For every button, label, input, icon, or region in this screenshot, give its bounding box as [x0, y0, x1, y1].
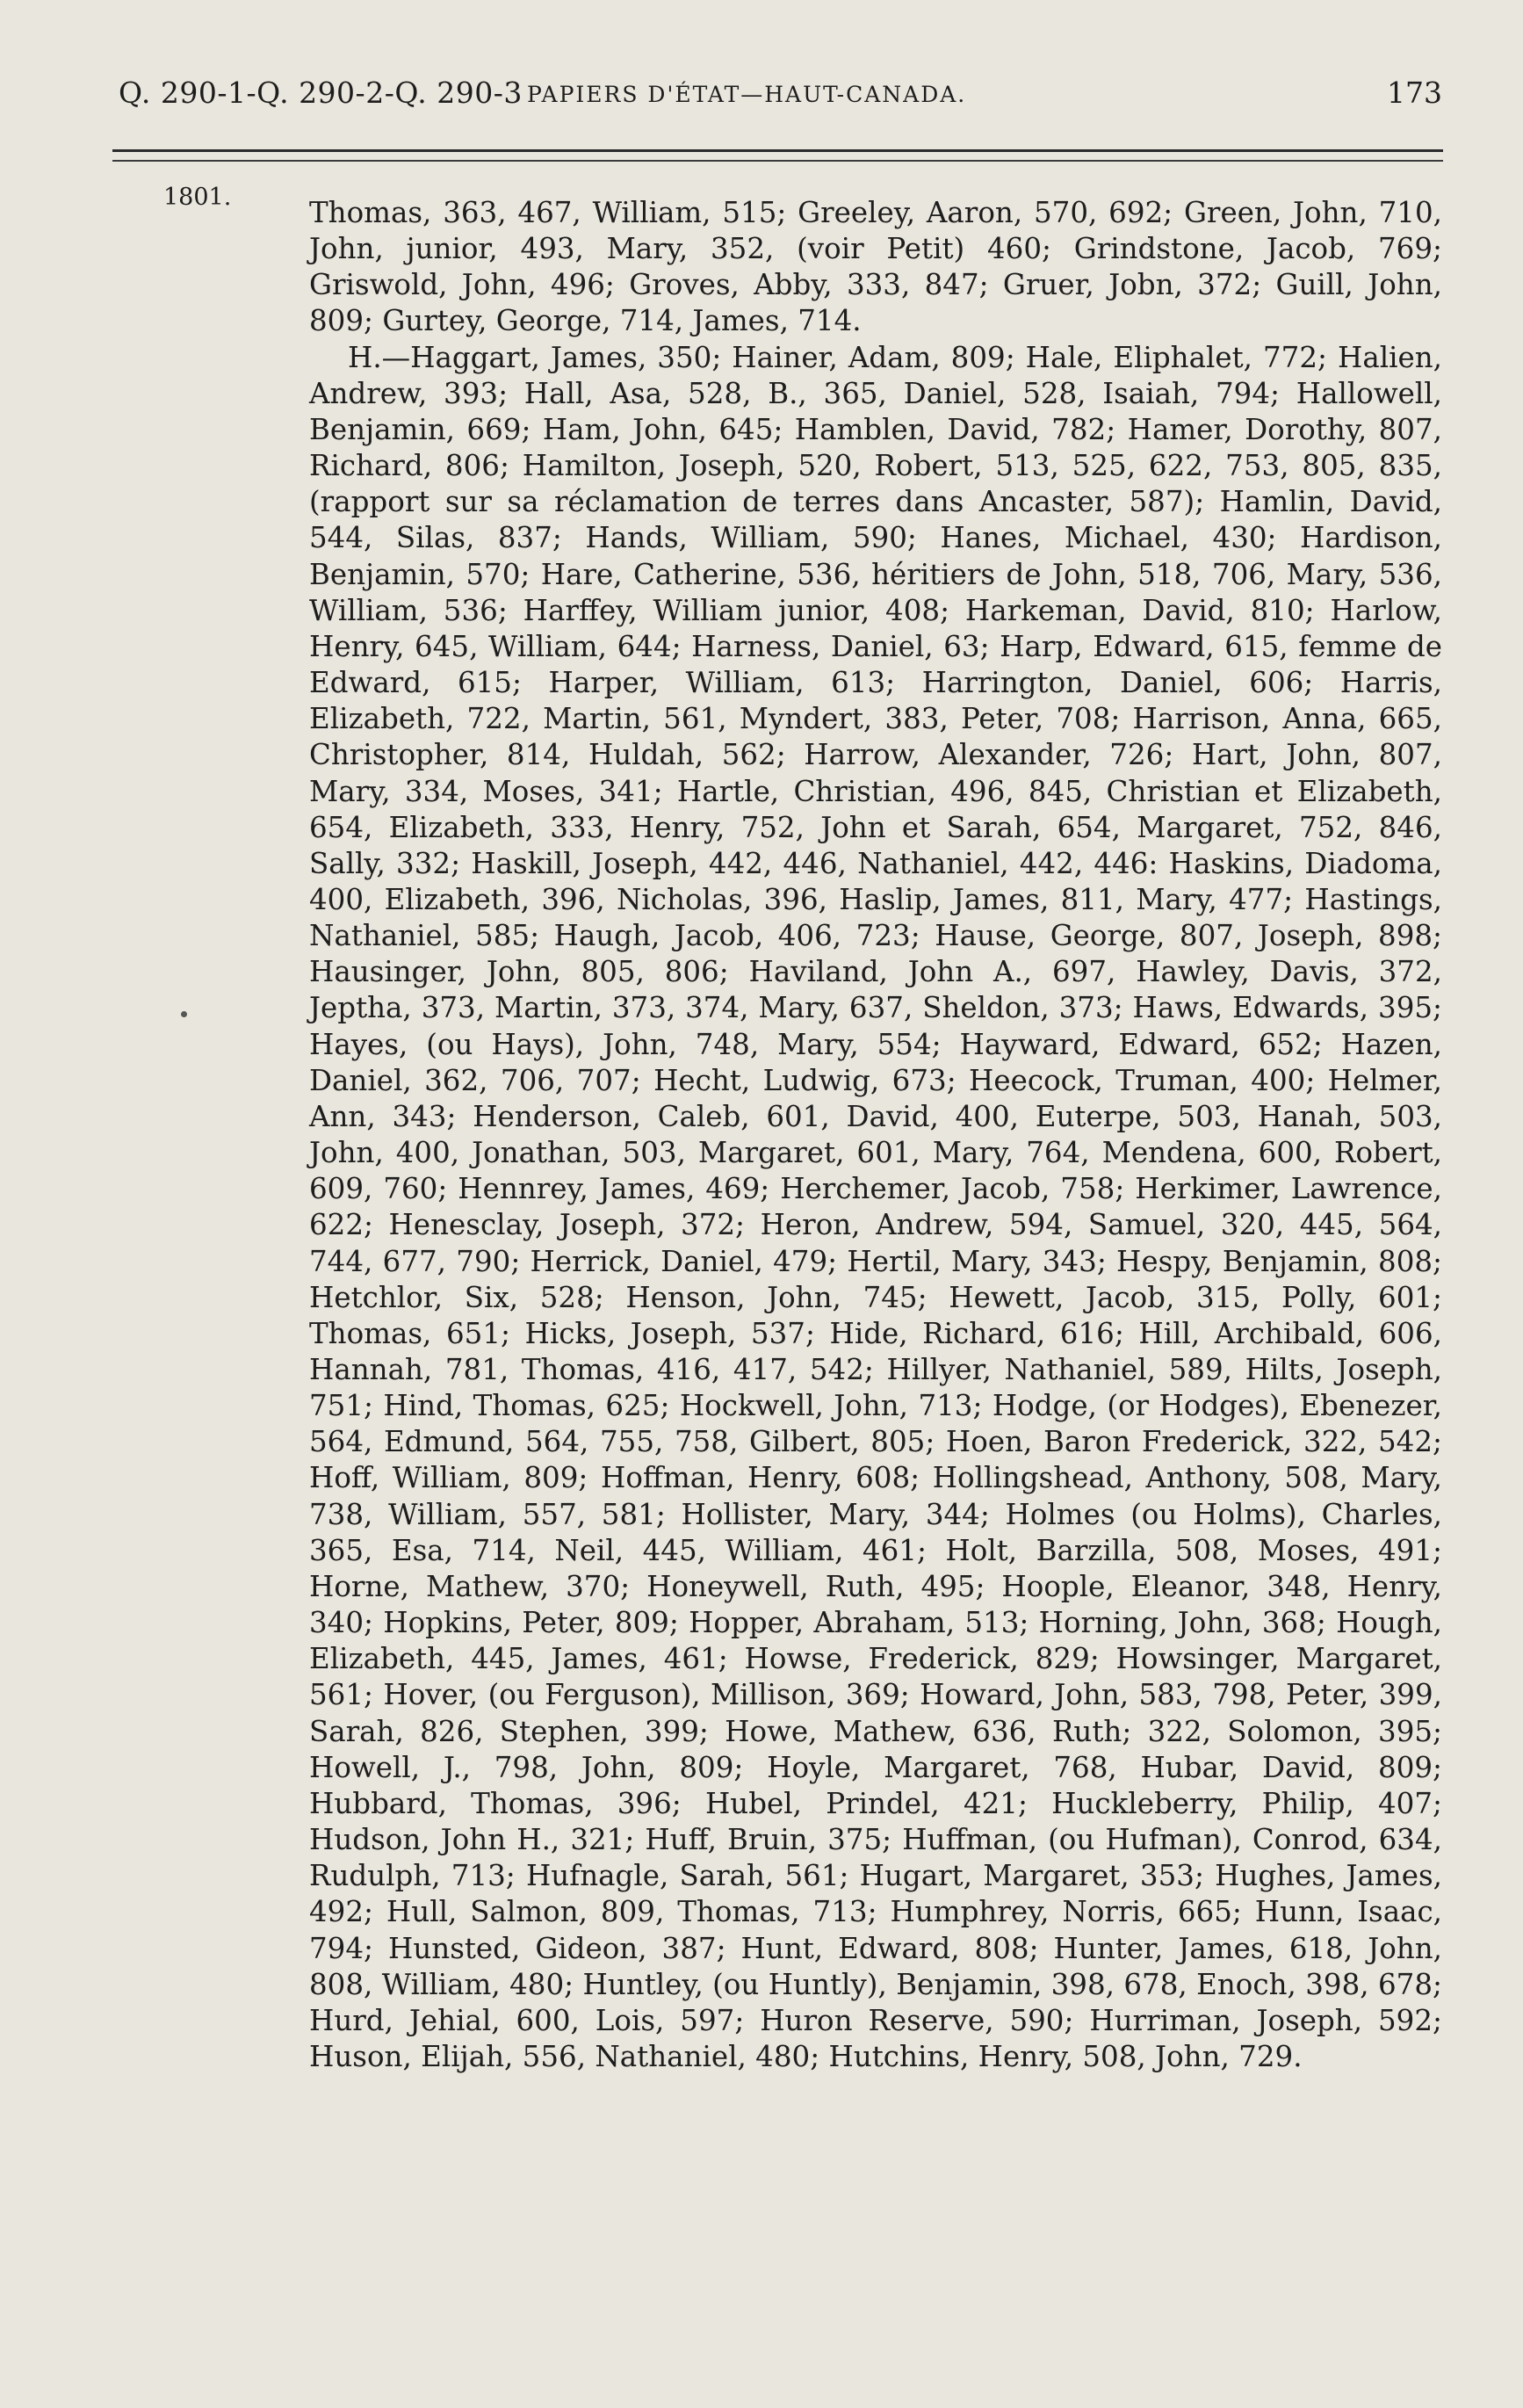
volume-reference: Q. 290-1-Q. 290-2-Q. 290-3	[119, 76, 523, 110]
header-rule-bottom	[112, 160, 1443, 162]
index-body	[309, 195, 1442, 2075]
page-number: 173	[1387, 76, 1442, 110]
index-paragraph-h: H.—Haggart, James, 350; Hainer, Adam, 809; Hale, Eliphalet, 772; Halien, Andrew, 393; Hall, Asa, 528, B., 365, Daniel, 528, Isaiah, 794; Hallowell, Benjamin, 669; Ham, John, 645; Hamblen, David, 782; Hamer, Dorothy, 807, Richard, 806; Hamilton, Joseph, 520, Robert, 513, 525, 622, 753, 805, 835, (rapport sur sa réclamation de terres dans Ancaster, 587); Hamlin, David, 544, Silas, 837; Hands, William, 590; Hanes, Michael, 430; Hardison, Benjamin, 570; Hare, Catherine, 536, héritiers de John, 518, 706, Mary, 536, William, 536; Harffey, William junior, 408; Harkeman, David, 810; Harlow, Henry, 645, William, 644; Harness, Daniel, 63; Harp, Edward, 615, femme de Edward, 615; Harper, William, 613; Harrington, Daniel, 606; Harris, Elizabeth, 722, Martin, 561, Myndert, 383, Peter, 708; Harrison, Anna, 665, Christopher, 814, Huldah, 562; Harrow, Alexander, 726; Hart, John, 807, Mary, 334, Moses, 341; Hartle, Christian, 496, 845, Christian et Elizabeth, 654, Elizabeth, 333, Henry, 752, John et Sarah, 654, Margaret, 752, 846, Sally, 332; Haskill, Joseph, 442, 446, Nathaniel, 442, 446: Haskins, Diadoma, 400, Elizabeth, 396, Nicholas, 396, Haslip, James, 811, Mary, 477; Hastings, Nathaniel, 585; Haugh, Jacob, 406, 723; Hause, George, 807, Joseph, 898; Hausinger, John, 805, 806; Haviland, John A., 697, Hawley, Davis, 372, Jeptha, 373, Martin, 373, 374, Mary, 637, Sheldon, 373; Haws, Edwards, 395; Hayes, (ou Hays), John, 748, Mary, 554; Hayward, Edward, 652; Hazen, Daniel, 362, 706, 707; Hecht, Ludwig, 673; Heecock, Truman, 400; Helmer, Ann, 343; Henderson, Caleb, 601, David, 400, Euterpe, 503, Hanah, 503, John, 400, Jonathan, 503, Margaret, 601, Mary, 764, Mendena, 600, Robert, 609, 760; Hennrey, James, 469; Herchemer, Jacob, 758; Herkimer, Lawrence, 622; Henesclay, Joseph, 372; Heron, Andrew, 594, Samuel, 320, 445, 564, 744, 677, 790; Herrick, Daniel, 479; Hertil, Mary, 343; Hespy, Benjamin, 808; Hetchlor, Six, 528; Henson, John, 745; Hewett, Jacob, 315, Polly, 601; Thomas, 651; Hicks, Joseph, 537; Hide, Richard, 616; Hill, Archibald, 606, Hannah, 781, Thomas, 416, 417, 542; Hillyer, Nathaniel, 589, Hilts, Joseph, 751; Hind, Thomas, 625; Hockwell, John, 713; Hodge, (or Hodges), Ebenezer, 564, Edmund, 564, 755, 758, Gilbert, 805; Hoen, Baron Frederick, 322, 542; Hoff, William, 809; Hoffman, Henry, 608; Hollingshead, Anthony, 508, Mary, 738, William, 557, 581; Hollister, Mary, 344; Holmes (ou Holms), Charles, 365, Esa, 714, Neil, 445, William, 461; Holt, Barzilla, 508, Moses, 491; Horne, Mathew, 370; Honeywell, Ruth, 495; Hoople, Eleanor, 348, Henry, 340; Hopkins, Peter, 809; Hopper, Abraham, 513; Horning, John, 368; Hough, Elizabeth, 445, James, 461; Howse, Frederick, 829; Howsinger, Margaret, 561; Hover, (ou Ferguson), Millison, 369; Howard, John, 583, 798, Peter, 399, Sarah, 826, Stephen, 399; Howe, Mathew, 636, Ruth; 322, Solomon, 395; Howell, J., 798, John, 809; Hoyle, Margaret, 768, Hubar, David, 809; Hubbard, Thomas, 396; Hubel, Prindel, 421; Huckleberry, Philip, 407; Hudson, John H., 321; Huff, Bruin, 375; Huffman, (ou Hufman), Conrod, 634, Rudulph, 713; Hufnagle, Sarah, 561; Hugart, Margaret, 353; Hughes, James, 492; Hull, Salmon, 809, Thomas, 713; Humphrey, Norris, 665; Hunn, Isaac, 794; Hunsted, Gideon, 387; Hunt, Edward, 808; Hunter, James, 618, John, 808, William, 480; Huntley, (ou Huntly), Benjamin, 398, 678, Enoch, 398, 678; Hurd, Jehial, 600, Lois, 597; Huron Reserve, 590; Hurriman, Joseph, 592; Huson, Elijah, 556, Nathaniel, 480; Hutchins, Henry, 508, John, 729.	[309, 340, 1442, 2073]
running-head	[119, 76, 1442, 119]
header-rule-top	[112, 149, 1443, 152]
running-title: PAPIERS D'ÉTAT—HAUT-CANADA.	[527, 82, 967, 107]
year-marker: 1801.	[163, 184, 232, 211]
index-paragraph-continuation: Thomas, 363, 467, William, 515; Greeley, Aaron, 570, 692; Green, John, 710, John, junior, 493, Mary, 352, (voir Petit) 460; Grindstone, Jacob, 769; Griswold, John, 496; Groves, Abby, 333, 847; Gruer, Jobn, 372; Guill, John, 809; Gurtey, George, 714, James, 714.	[309, 196, 1442, 338]
margin-dot	[181, 1011, 187, 1017]
